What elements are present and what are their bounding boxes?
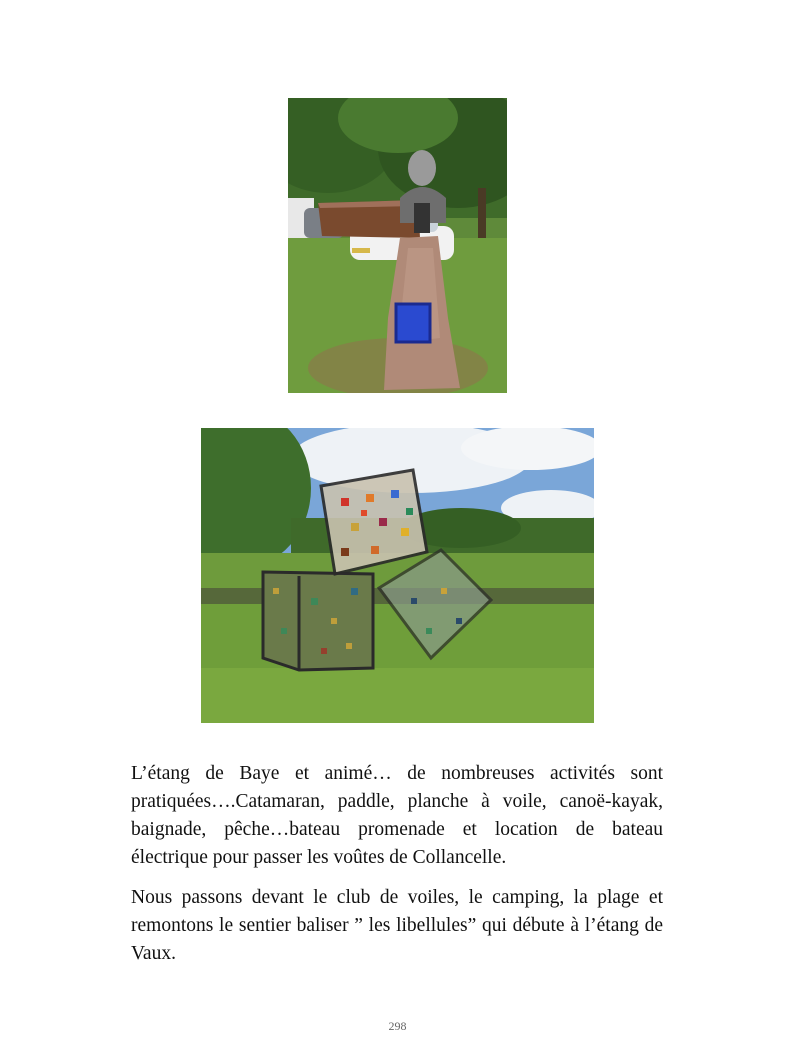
glass-cubes-photo-icon xyxy=(201,428,594,723)
statue-photo-icon xyxy=(288,98,507,393)
paragraph-route: Nous passons devant le club de voiles, le camping, la plage et remontons le sentier baliser ” les libellules” qui débute à l’étang de Vaux. xyxy=(131,887,663,964)
cubes-photo xyxy=(201,428,594,723)
paragraph-activities: L’étang de Baye et animé… de nombreuses activités sont pratiquées….Catamaran, paddle, planche à voile, canoë-kayak, baignade, pêche…bateau promenade et location de bateau électrique pour passer les voûtes de Collancelle. xyxy=(131,763,663,868)
statue-photo xyxy=(288,98,507,393)
page-number: 298 xyxy=(388,1019,407,1033)
